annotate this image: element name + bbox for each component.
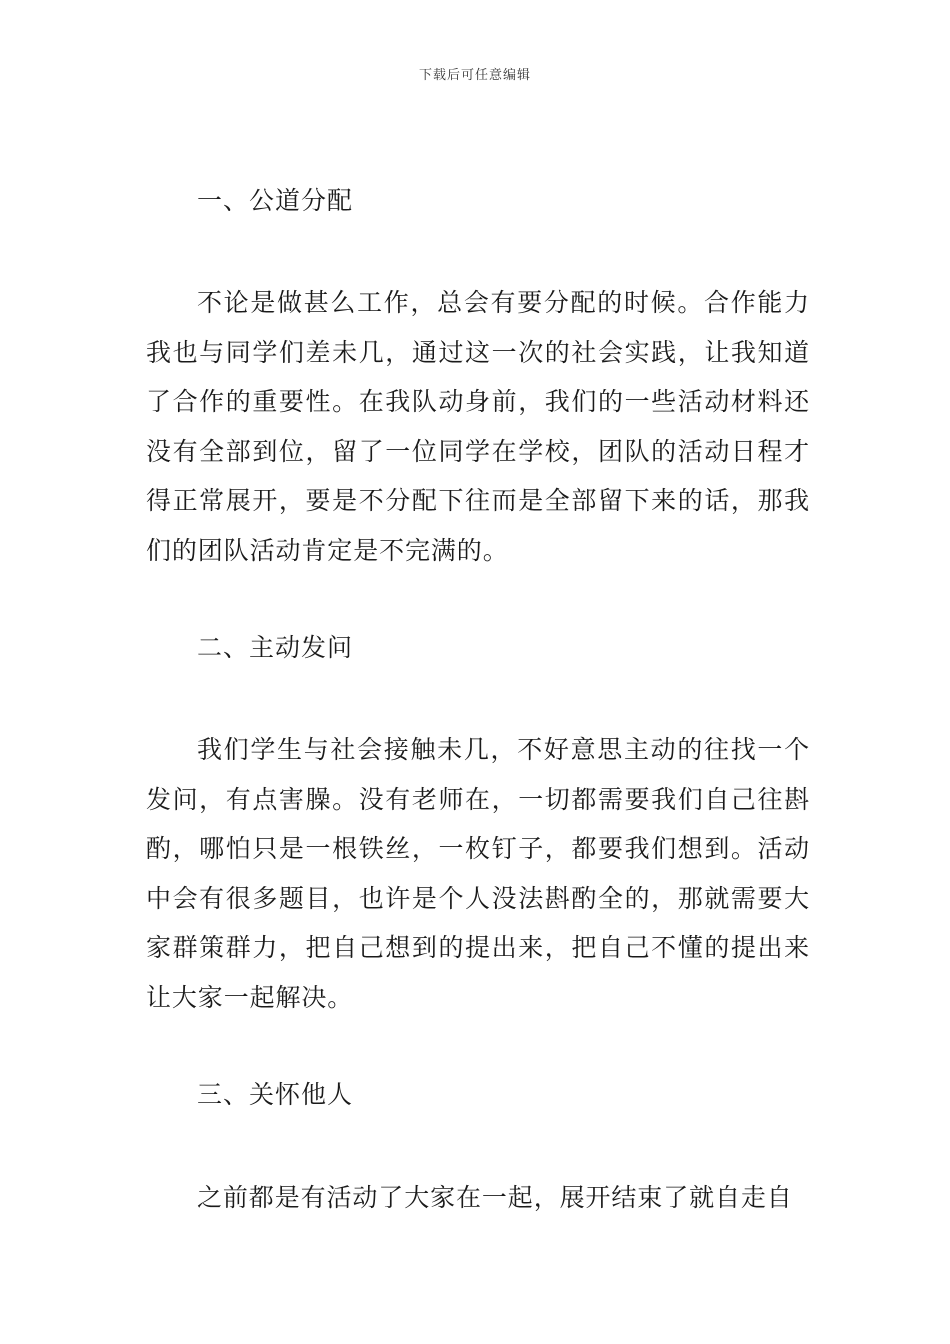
section-heading: 三、关怀他人	[197, 1080, 354, 1109]
section-paragraph: 我们学生与社会接触未几，不好意思主动的往找一个发问，有点害臊。没有老师在，一切都需要我们自己往斟酌，哪怕只是一根铁丝，一枚钉子，都要我们想到。活动中会有很多题目，也许是个人没法斟酌全的，那就需要大家群策群力，把自己想到的提出来，把自己不懂的提出来让大家一起解决。	[146, 735, 810, 1012]
header-note: 下载后可任意编辑	[418, 68, 531, 83]
section-heading: 一、公道分配	[197, 186, 354, 215]
section-paragraph: 不论是做甚么工作，总会有要分配的时候。合作能力我也与同学们差未几，通过这一次的社会实践，让我知道了合作的重要性。在我队动身前，我们的一些活动材料还没有全部到位，留了一位同学在学校，团队的活动日程才得正常展开，要是不分配下往而是全部留下来的话，那我们的团队活动肯定是不完满的。	[146, 288, 810, 565]
section-paragraph: 之前都是有活动了大家在一起，展开结束了就自走自	[197, 1183, 793, 1212]
section-heading: 二、主动发问	[197, 633, 354, 662]
